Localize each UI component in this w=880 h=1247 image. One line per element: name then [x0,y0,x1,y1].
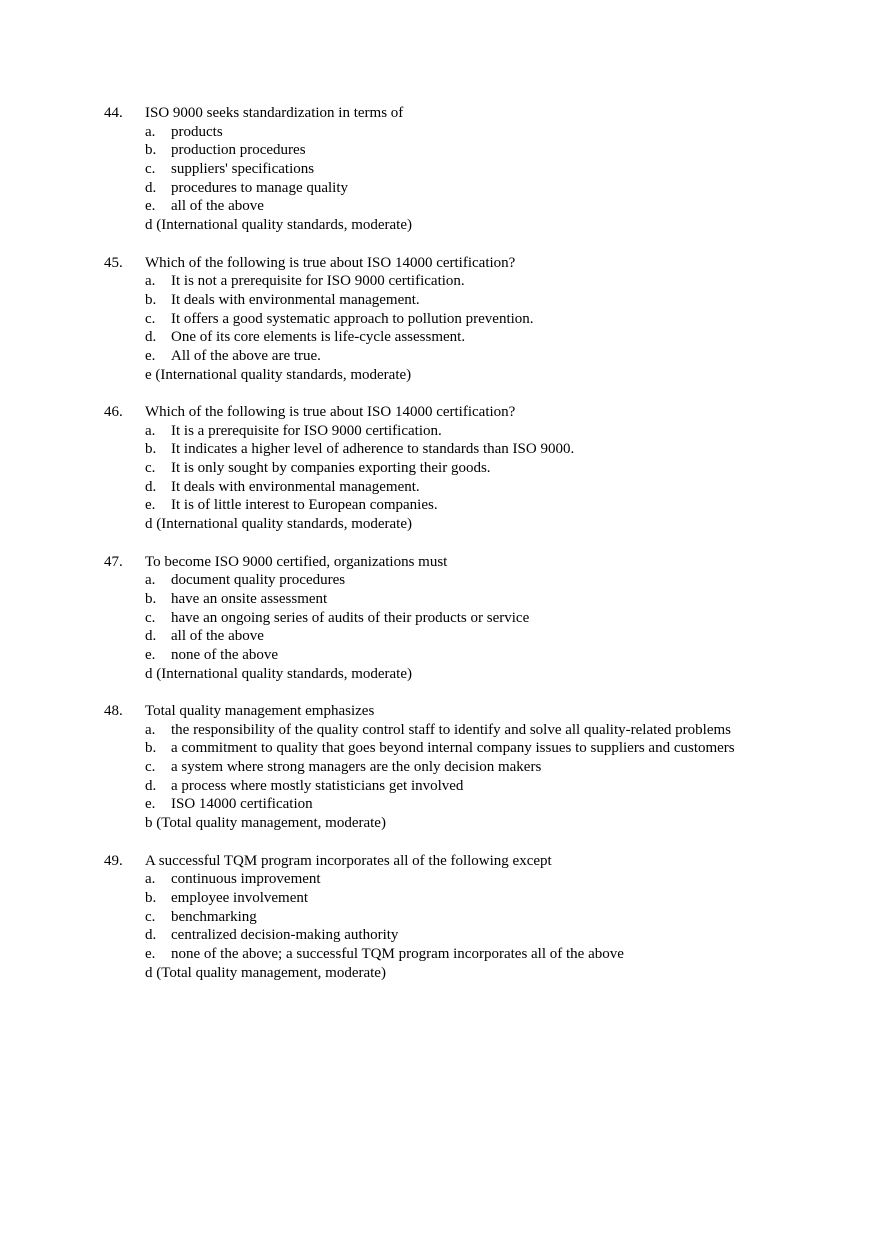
option-letter: c. [145,908,156,925]
question-number: 44. [104,105,123,121]
question-text: ISO 9000 seeks standardization in terms of [145,105,404,121]
option-letter: b. [145,142,157,159]
question-text: To become ISO 9000 certified, organizations must [145,553,448,570]
option-text: the responsibility of the quality control staff to identify and solve all quality-related problems [171,721,732,738]
option-text: It is a prerequisite for ISO 9000 certification. [171,422,442,439]
option-letter: d. [145,628,157,645]
option-text: a commitment to quality that goes beyond internal company issues to suppliers and customers [171,740,735,757]
option-c [0,459,880,478]
question-stem [0,702,880,721]
answer-text: e (International quality standards, moderate) [145,366,412,383]
answer-text: d (International quality standards, moderate) [145,217,412,234]
option-d [0,328,880,347]
option-e [0,945,880,964]
question-text: Which of the following is true about ISO 14000 certification? [145,404,516,420]
option-letter: b. [145,441,157,458]
option-a [0,870,880,889]
option-c [0,310,880,329]
question-text: Which of the following is true about ISO 14000 certification? [145,254,516,271]
question-45 [0,254,880,385]
option-letter: a. [145,572,156,589]
option-e [0,646,880,665]
answer-key [0,814,880,833]
question-number: 47. [104,553,123,570]
option-letter: e. [145,497,156,514]
option-text: It offers a good systematic approach to pollution prevention. [171,310,534,327]
option-text: document quality procedures [171,572,346,589]
option-c [0,758,880,777]
answer-text: b (Total quality management, moderate) [145,815,386,832]
option-letter: c. [145,609,156,626]
question-number: 46. [104,404,123,420]
option-d [0,478,880,497]
answer-text: d (International quality standards, moderate) [145,665,412,682]
option-text: procedures to manage quality [171,179,349,196]
option-a [0,272,880,291]
option-letter: b. [145,291,157,308]
option-letter: d. [145,777,157,794]
option-letter: b. [145,889,157,906]
option-text: a process where mostly statisticians get involved [171,777,464,794]
question-stem [0,852,880,871]
answer-key [0,216,880,235]
answer-text: d (Total quality management, moderate) [145,964,386,981]
option-letter: d. [145,179,157,196]
option-text: production procedures [171,142,306,159]
question-number: 48. [104,703,123,719]
option-b [0,141,880,160]
option-letter: e. [145,347,156,364]
question-number: 45. [104,254,123,271]
answer-key [0,964,880,983]
answer-text: d (International quality standards, moderate) [145,516,412,533]
question-48 [0,702,880,833]
option-d [0,179,880,198]
option-a [0,123,880,142]
option-c [0,908,880,927]
option-d [0,627,880,646]
option-letter: c. [145,759,156,776]
option-text: It deals with environmental management. [171,478,420,495]
option-letter: c. [145,161,156,178]
option-a [0,422,880,441]
option-text: benchmarking [171,908,257,925]
question-stem [0,403,880,422]
option-b [0,590,880,609]
option-letter: e. [145,796,156,813]
option-text: All of the above are true. [171,347,321,364]
option-a [0,721,880,740]
option-letter: d. [145,478,157,495]
option-text: products [171,123,223,140]
option-text: It is of little interest to European companies. [171,497,438,514]
option-e [0,197,880,216]
option-letter: b. [145,740,157,757]
option-letter: a. [145,721,156,738]
option-text: centralized decision-making authority [171,927,399,944]
option-letter: c. [145,310,156,327]
option-letter: a. [145,422,156,439]
option-text: have an onsite assessment [171,590,328,607]
option-b [0,889,880,908]
document-page [0,104,880,1001]
option-text: all of the above [171,198,264,215]
option-text: continuous improvement [171,871,321,888]
option-text: have an ongoing series of audits of their products or service [171,609,530,626]
answer-key [0,366,880,385]
question-text: A successful TQM program incorporates all of the following except [145,852,552,869]
option-letter: e. [145,198,156,215]
option-text: employee involvement [171,889,309,906]
option-text: all of the above [171,628,264,645]
option-letter: a. [145,871,156,888]
option-text: It is not a prerequisite for ISO 9000 certification. [171,273,465,290]
answer-key [0,515,880,534]
option-letter: b. [145,590,157,607]
option-letter: d. [145,927,157,944]
option-letter: a. [145,123,156,140]
option-text: a system where strong managers are the only decision makers [171,759,542,776]
option-letter: a. [145,273,156,290]
question-49 [0,852,880,983]
question-text: Total quality management emphasizes [145,703,375,719]
question-stem [0,104,880,123]
option-c [0,609,880,628]
option-d [0,926,880,945]
answer-key [0,665,880,684]
option-text: It is only sought by companies exporting their goods. [171,460,491,477]
question-number: 49. [104,852,123,869]
question-46 [0,403,880,534]
option-e [0,347,880,366]
question-stem [0,553,880,572]
option-d [0,777,880,796]
option-letter: e. [145,646,156,663]
option-b [0,440,880,459]
option-c [0,160,880,179]
question-47 [0,553,880,684]
option-text: none of the above [171,646,279,663]
option-letter: e. [145,945,156,962]
question-stem [0,254,880,273]
option-e [0,496,880,515]
option-b [0,291,880,310]
option-b [0,739,880,758]
option-text: One of its core elements is life-cycle assessment. [171,329,466,346]
question-44 [0,104,880,235]
option-text: none of the above; a successful TQM program incorporates all of the above [171,945,624,962]
option-a [0,571,880,590]
option-e [0,795,880,814]
option-text: It indicates a higher level of adherence to standards than ISO 9000. [171,441,575,458]
option-text: suppliers' specifications [171,161,315,178]
option-letter: c. [145,460,156,477]
option-letter: d. [145,329,157,346]
option-text: It deals with environmental management. [171,291,420,308]
option-text: ISO 14000 certification [171,796,313,813]
